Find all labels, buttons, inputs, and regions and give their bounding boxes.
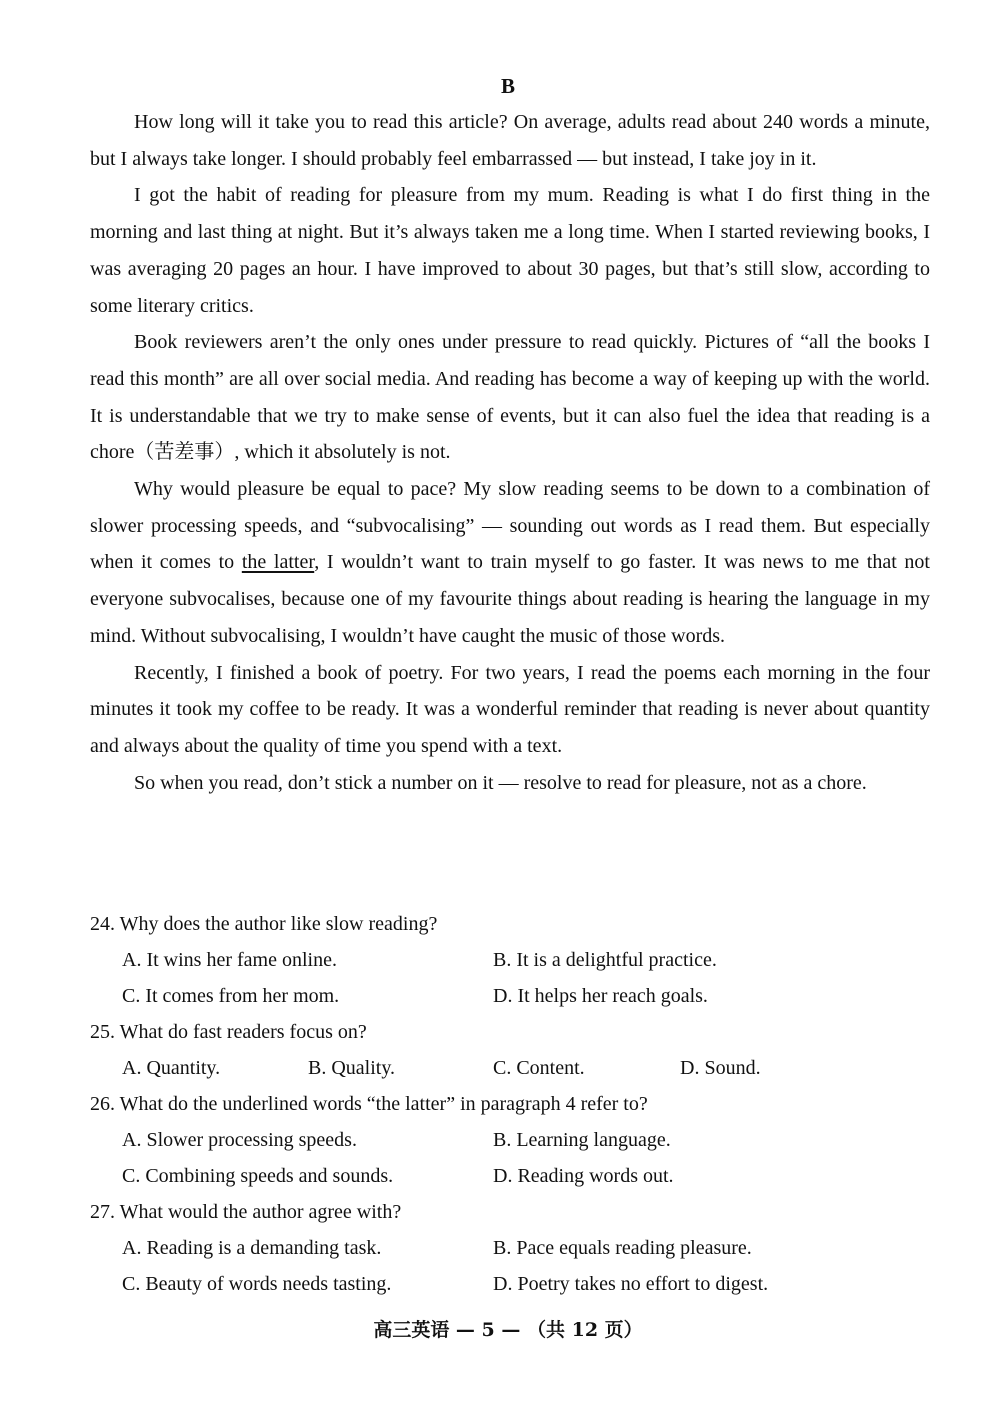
option-b: B. Learning language. — [493, 1129, 671, 1151]
option-d: D. Sound. — [680, 1057, 761, 1079]
section-title: B — [500, 74, 515, 98]
option-row — [90, 978, 930, 1014]
option-c: C. Combining speeds and sounds. — [122, 1165, 394, 1187]
paragraph-text: How long will it take you to read this article? On average, adults read about 240 words a minute, but I always take longer. I should probably feel embarrassed — but instead, I take joy in it. — [90, 111, 930, 170]
paragraph-text: , I wouldn’t want to train myself to go faster. It was news to me that not everyone subvocalises, because one of my favourite things about reading is hearing the language in my mind. Without subvocalising, I wouldn’t have caught the music of those words. — [90, 551, 930, 647]
paragraph-text: So when you read, don’t stick a number on it — resolve to read for pleasure, not as a chore. — [134, 771, 867, 794]
paragraph-2 — [90, 177, 930, 324]
question-stem-27: 27. What would the author agree with? — [90, 1201, 402, 1223]
paragraph-3 — [90, 324, 930, 471]
option-row — [90, 1230, 930, 1266]
option-row — [90, 1122, 930, 1158]
option-row — [90, 1158, 930, 1194]
option-c: C. It comes from her mom. — [122, 985, 340, 1007]
question-stem-26: 26. What do the underlined words “the latter” in paragraph 4 refer to? — [90, 1093, 648, 1115]
option-b: B. Quality. — [308, 1057, 396, 1079]
paragraph-text: Why would pleasure be equal to pace? My slow reading seems to be down to a combination of slower processing speeds, and “subvocalising” — sounding out words as I read them. But especially when it comes to — [90, 478, 930, 574]
paragraph-text: I got the habit of reading for pleasure from my mum. Reading is what I do first thing in the morning and last thing at night. But it’s always taken me a long time. When I started reviewing books, I was averaging 20 pages an hour. I have improved to about 30 pages, but that’s still slow, according to some literary critics. — [90, 184, 930, 317]
option-a: A. Reading is a demanding task. — [122, 1237, 382, 1259]
option-a: A. Slower processing speeds. — [122, 1129, 357, 1151]
option-d: D. Poetry takes no effort to digest. — [493, 1273, 769, 1295]
paragraph-text: Book reviewers aren’t the only ones under pressure to read quickly. Pictures of “all the books I read this month” are all over social media. And reading has become a way of keeping up with the world. It is understandable that we try to make sense of events, but it can also fuel the idea that reading is a chore（苦差事）, which it absolutely is not. — [90, 331, 930, 464]
option-a: A. Quantity. — [122, 1057, 221, 1079]
question-list — [90, 906, 930, 1302]
paragraph-6 — [90, 765, 930, 802]
option-row — [90, 1266, 930, 1302]
option-row — [90, 942, 930, 978]
reading-passage — [90, 104, 930, 801]
underlined-phrase: the latter — [241, 551, 315, 574]
paragraph-5 — [90, 655, 930, 765]
question-stem-24: 24. Why does the author like slow reading? — [90, 913, 438, 935]
option-b: B. Pace equals reading pleasure. — [493, 1237, 752, 1259]
option-c: C. Content. — [493, 1057, 585, 1079]
option-c: C. Beauty of words needs tasting. — [122, 1273, 392, 1295]
option-d: D. Reading words out. — [493, 1165, 674, 1187]
page-footer: 高三英语 — 5 — （共 12 页） — [373, 1319, 643, 1341]
option-row — [90, 1050, 930, 1086]
option-b: B. It is a delightful practice. — [493, 949, 717, 971]
paragraph-4 — [90, 471, 930, 655]
option-d: D. It helps her reach goals. — [493, 985, 708, 1007]
question-stem-25: 25. What do fast readers focus on? — [90, 1021, 367, 1043]
paragraph-text: Recently, I finished a book of poetry. For two years, I read the poems each morning in the four minutes it took my coffee to be ready. It was a wonderful reminder that reading is never about quantity and always about the quality of time you spend with a text. — [90, 661, 930, 757]
option-a: A. It wins her fame online. — [122, 949, 337, 971]
paragraph-1 — [90, 104, 930, 177]
